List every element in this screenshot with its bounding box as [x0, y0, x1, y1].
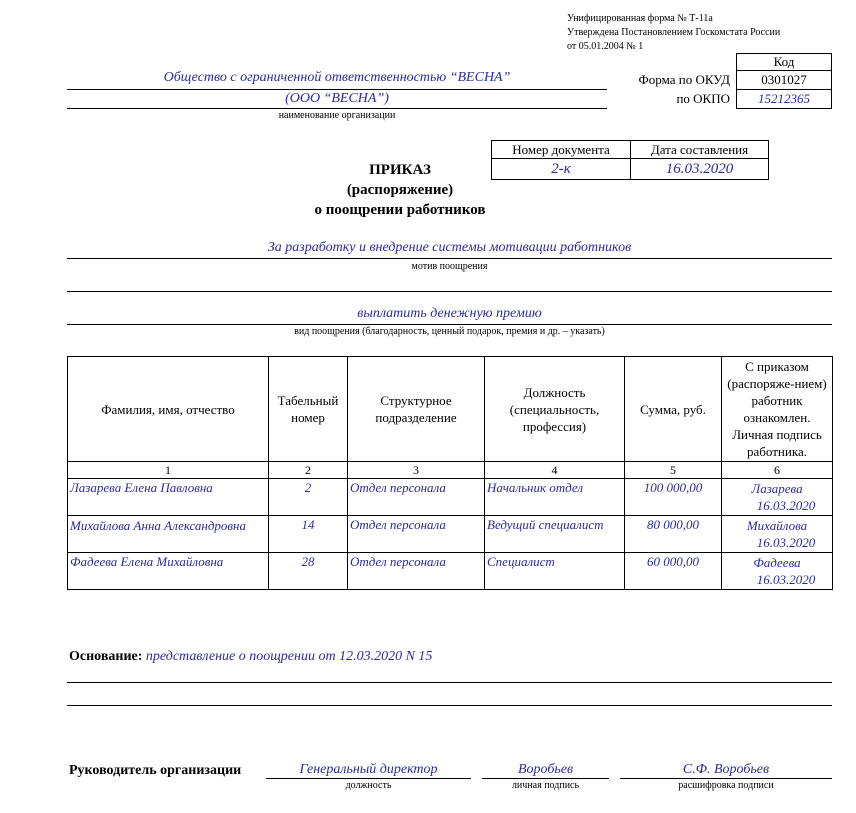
- col-number: 5: [625, 462, 722, 479]
- doc-date-value: 16.03.2020: [665, 161, 734, 177]
- title-line2: (распоряжение): [346, 182, 454, 198]
- employee-dept: Отдел персонала: [348, 516, 485, 553]
- employee-sign: Фадеева: [753, 555, 801, 570]
- col-number: 4: [485, 462, 625, 479]
- employee-position: Специалист: [485, 553, 625, 590]
- table-row: [68, 479, 833, 516]
- table-row: [68, 516, 833, 553]
- doc-date-header-cell: [630, 140, 769, 159]
- form-header-line3: от 05.01.2004 № 1: [567, 41, 644, 52]
- employee-tab: 14: [269, 516, 348, 553]
- okud-label: Форма по ОКУД: [638, 72, 730, 87]
- employees-table: [67, 356, 833, 590]
- col-number: 1: [68, 462, 269, 479]
- employee-position: Ведущий специалист: [485, 516, 625, 553]
- employee-sum: 60 000,00: [625, 553, 722, 590]
- org-caption: наименование организации: [278, 110, 396, 121]
- doc-num-header-cell: [491, 140, 631, 159]
- position-caption: должность: [345, 780, 392, 791]
- employee-tab: 28: [269, 553, 348, 590]
- signature-label: Руководитель организации: [69, 763, 242, 778]
- col-number: 2: [269, 462, 348, 479]
- doc-date-cell: [630, 158, 769, 180]
- employee-sign-date: 16.03.2020: [756, 498, 816, 513]
- form-header-line1: Унифицированная форма № Т-11а: [567, 13, 713, 24]
- form-header-note: [567, 12, 780, 54]
- org-name-line2: (ООО “ВЕСНА”): [285, 91, 389, 106]
- employee-sign: Михайлова: [746, 518, 808, 533]
- col-header-position: Должность (специальность, профессия): [485, 357, 625, 462]
- doc-title: [280, 160, 618, 220]
- okpo-value: 15212365: [758, 91, 810, 106]
- decoded-caption: расшифровка подписи: [678, 780, 774, 791]
- employee-tab: 2: [269, 479, 348, 516]
- motive-value: За разработку и внедрение системы мотивации работников: [267, 240, 632, 255]
- doc-date-header: Дата составления: [650, 142, 749, 157]
- okpo-cell: [736, 89, 832, 109]
- col-number: 3: [348, 462, 485, 479]
- sign-caption: личная подпись: [511, 780, 580, 791]
- kind-value: выплатить денежную премию: [357, 306, 542, 321]
- employee-position: Начальник отдел: [485, 479, 625, 516]
- okpo-label: по ОКПО: [676, 91, 730, 106]
- employee-dept: Отдел персонала: [348, 479, 485, 516]
- signature-position: Генеральный директор: [299, 762, 438, 777]
- col-header-dept: Структурное подразделение: [348, 357, 485, 462]
- signature-sign: Воробьев: [517, 762, 574, 777]
- table-row: [68, 553, 833, 590]
- col-header-name: Фамилия, имя, отчество: [68, 357, 269, 462]
- basis-label: Основание:: [69, 649, 143, 664]
- employee-sign-date: 16.03.2020: [756, 572, 816, 587]
- employee-name: Лазарева Елена Павловна: [68, 479, 269, 516]
- code-header-cell: [736, 53, 832, 71]
- col-header-sign: С приказом (распоряже-нием) работник ознакомлен. Личная подпись работника.: [722, 357, 833, 462]
- org-name-line1: Общество с ограниченной ответственностью “ВЕСНА”: [163, 70, 511, 85]
- col-header-sum: Сумма, руб.: [625, 357, 722, 462]
- employee-sum: 100 000,00: [625, 479, 722, 516]
- title-line1: ПРИКАЗ: [369, 162, 431, 178]
- employee-dept: Отдел персонала: [348, 553, 485, 590]
- employee-sum: 80 000,00: [625, 516, 722, 553]
- doc-num-value: 2-к: [551, 161, 571, 177]
- okud-cell: [736, 70, 832, 90]
- okud-value: 0301027: [761, 72, 807, 87]
- motive-caption: мотив поощрения: [411, 261, 488, 272]
- employee-name: Михайлова Анна Александровна: [68, 516, 269, 553]
- signature-decoded: С.Ф. Воробьев: [682, 762, 770, 777]
- basis: [69, 649, 432, 665]
- doc-num-header: Номер документа: [512, 142, 610, 157]
- col-number: 6: [722, 462, 833, 479]
- form-header-line2: Утверждена Постановлением Госкомстата России: [567, 27, 781, 38]
- employee-sign-date: 16.03.2020: [756, 535, 816, 550]
- col-header-tab: Табельный номер: [269, 357, 348, 462]
- title-line3: о поощрении работников: [314, 202, 486, 218]
- kind-caption: вид поощрения (благодарность, ценный подарок, премия и др. – указать): [294, 326, 605, 337]
- basis-value: представление о поощрении от 12.03.2020 N 15: [145, 649, 433, 664]
- employee-sign: Лазарева: [751, 481, 803, 496]
- employee-name: Фадеева Елена Михайловна: [68, 553, 269, 590]
- code-header: Код: [773, 54, 795, 69]
